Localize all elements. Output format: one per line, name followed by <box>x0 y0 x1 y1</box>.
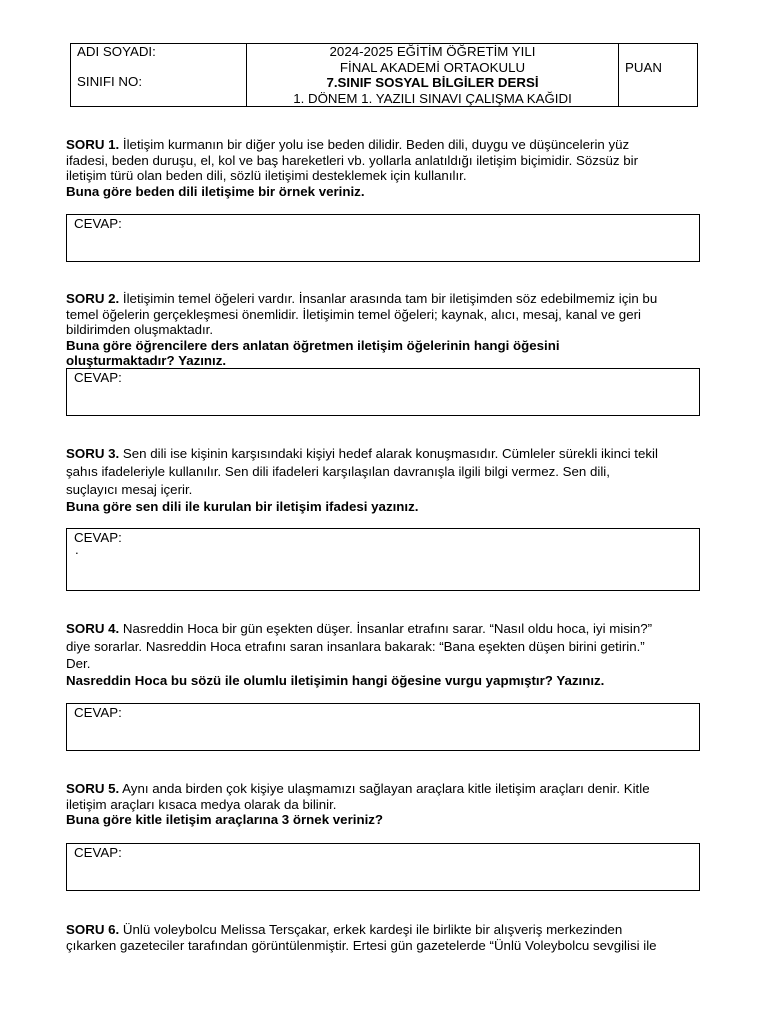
question-number: SORU 5. <box>66 781 120 796</box>
question-text: SORU 1. İletişim kurmanın bir diğer yolu ise beden dilidir. Beden dili, duygu ve düşüncelerin yüz <box>66 137 630 152</box>
exam-title: 1. DÖNEM 1. YAZILI SINAVI ÇALIŞMA KAĞIDI <box>293 90 572 106</box>
question-number: SORU 6. <box>66 922 120 937</box>
class-label: SINIFI NO: <box>77 74 143 89</box>
question-text: SORU 3. Sen dili ise kişinin karşısındaki kişiyi hedef alarak konuşmasıdır. Cümleler sürekli ikinci tekil <box>66 446 658 461</box>
question-prompt: Buna göre kitle iletişim araçlarına 3 örnek veriniz? <box>66 812 384 827</box>
question-3: SORU 3. Sen dili ise kişinin karşısındaki kişiyi hedef alarak konuşmasıdır. Cümleler sürekli ikinci tekil şahıs ifadeleriyle kullanılır. Sen dili ifadeleri karşılaşılan davranışla ilgili bilgi vermez. Sen dili, suçlayıcı mesaj içerir. Buna göre sen dili ile kurulan bir iletişim ifadesi yazınız. <box>66 445 706 515</box>
question-2: SORU 2. İletişimin temel öğeleri vardır. İnsanlar arasında tam bir iletişimden söz edebilmemiz için bu temel öğelerin gerçekleşmesi önemlidir. İletişimin temel öğeleri; kaynak, alıcı, mesaj, kanal ve geri bildirimden oluşmaktadır. Buna göre öğrencilere ders anlatan öğretmen iletişim öğelerinin hangi öğesini oluşturmaktadır? Yazınız. <box>66 291 706 369</box>
answer-label: CEVAP: <box>74 216 122 231</box>
score-label: PUAN <box>625 60 662 75</box>
question-1: SORU 1. İletişim kurmanın bir diğer yolu ise beden dilidir. Beden dili, duygu ve düşüncelerin yüz ifadesi, beden duruşu, el, kol ve baş hareketleri vb. yollarla anlatıldığı iletişim biçimidir. Sözsüz bir iletişim türü olan beden dili, sözlü iletişimi desteklemek için kullanılır. Buna göre beden dili iletişime bir örnek veriniz. <box>66 137 706 199</box>
answer-label: CEVAP: <box>74 530 122 545</box>
question-text: SORU 4. Nasreddin Hoca bir gün eşekten düşer. İnsanlar etrafını sarar. “Nasıl oldu hoca, iyi misin?” <box>66 621 653 636</box>
answer-box-1[interactable] <box>66 214 700 262</box>
answer-label: CEVAP: <box>74 845 122 860</box>
answer-label: CEVAP: <box>74 705 122 720</box>
question-text: SORU 5. Aynı anda birden çok kişiye ulaşmamızı sağlayan araçlara kitle iletişim araçları denir. Kitle <box>66 781 650 796</box>
exam-title-cell <box>247 44 619 107</box>
question-prompt: Buna göre sen dili ile kurulan bir iletişim ifadesi yazınız. <box>66 499 419 514</box>
question-text: SORU 6. Ünlü voleybolcu Melissa Tersçakar, erkek kardeşi ile birlikte bir alışveriş merkezinden <box>66 922 623 937</box>
score-cell <box>619 44 698 107</box>
question-prompt: Nasreddin Hoca bu sözü ile olumlu iletişimin hangi öğesine vurgu yapmıştır? Yazınız. <box>66 673 605 688</box>
question-prompt: Buna göre beden dili iletişime bir örnek veriniz. <box>66 183 365 199</box>
question-number: SORU 1. <box>66 137 120 152</box>
answer-mark: . <box>75 542 79 557</box>
answer-box-5[interactable] <box>66 843 700 891</box>
school-name: FİNAL AKADEMİ ORTAOKULU <box>339 59 526 75</box>
question-6: SORU 6. Ünlü voleybolcu Melissa Tersçakar, erkek kardeşi ile birlikte bir alışveriş merkezinden çıkarken gazeteciler tarafından görüntülenmiştir. Ertesi gün gazetelerde “Ünlü Voleybolcu sevgilisi ile <box>66 922 706 953</box>
question-number: SORU 3. <box>66 446 120 461</box>
course-title: 7.SINIF SOSYAL BİLGİLER DERSİ <box>326 75 539 90</box>
name-label: ADI SOYADI: <box>77 44 156 59</box>
answer-box-4[interactable] <box>66 703 700 751</box>
question-prompt: Buna göre öğrencilere ders anlatan öğretmen iletişim öğelerinin hangi öğesini <box>66 337 560 353</box>
answer-label: CEVAP: <box>74 370 122 385</box>
student-info-cell <box>71 44 247 107</box>
academic-year: 2024-2025 EĞİTİM ÖĞRETİM YILI <box>329 44 536 59</box>
exam-header-table <box>70 43 698 107</box>
answer-box-2[interactable] <box>66 368 700 416</box>
question-number: SORU 2. <box>66 291 120 306</box>
question-4: SORU 4. Nasreddin Hoca bir gün eşekten düşer. İnsanlar etrafını sarar. “Nasıl oldu hoca, iyi misin?” diye sorarlar. Nasreddin Hoca etrafını saran insanlara bakarak: “Bana eşekten düşen birini getirin.” Der. Nasreddin Hoca bu sözü ile olumlu iletişimin hangi öğesine vurgu yapmıştır? Yazınız. <box>66 620 706 691</box>
answer-box-3[interactable] <box>66 528 700 591</box>
question-number: SORU 4. <box>66 621 120 636</box>
question-5: SORU 5. Aynı anda birden çok kişiye ulaşmamızı sağlayan araçlara kitle iletişim araçları denir. Kitle iletişim araçları kısaca medya olarak da bilinir. Buna göre kitle iletişim araçlarına 3 örnek veriniz? <box>66 781 706 828</box>
question-text: SORU 2. İletişimin temel öğeleri vardır. İnsanlar arasında tam bir iletişimden söz edebilmemiz için bu <box>66 291 658 306</box>
